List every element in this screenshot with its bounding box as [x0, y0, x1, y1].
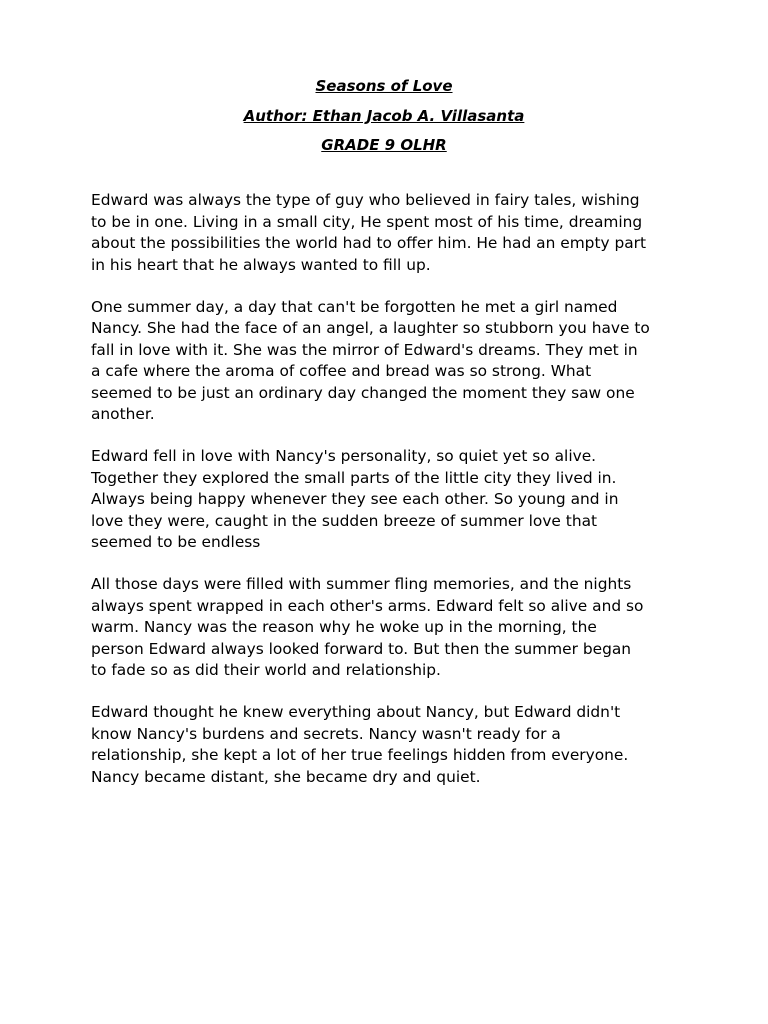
document-heading	[0, 72, 768, 161]
paragraph-5: Edward thought he knew everything about Nancy, but Edward didn't know Nancy's burdens and secrets. Nancy wasn't ready for a relationship, she kept a lot of her true feelings hidden from everyone. Nancy became distant, she became dry and quiet.	[91, 703, 629, 786]
paragraph-1: Edward was always the type of guy who believed in fairy tales, wishing to be in one. Living in a small city, He spent most of his time, dreaming about the possibilities the world had to offer him. He had an empty part in his heart that he always wanted to fill up.	[91, 191, 647, 274]
story-title: Seasons of Love	[315, 77, 453, 95]
story-body	[91, 190, 691, 809]
story-author: Author: Ethan Jacob A. Villasanta	[243, 106, 525, 125]
paragraph-2: One summer day, a day that can't be forgotten he met a girl named Nancy. She had the face of an angel, a laughter so stubborn you have to fall in love with it. She was the mirror of Edward's dreams. They met in a cafe where the aroma of coffee and bread was so strong. What seemed to be just an ordinary day changed the moment they saw one another.	[91, 297, 650, 423]
paragraph-3: Edward fell in love with Nancy's personality, so quiet yet so alive. Together they explored the small parts of the little city they lived in. Always being happy whenever they see each other. So young and in love they were, caught in the sudden breeze of summer love that seemed to be endless	[91, 447, 619, 551]
paragraph-4: All those days were filled with summer fling memories, and the nights always spent wrapped in each other's arms. Edward felt so alive and so warm. Nancy was the reason why he woke up in the morning, the person Edward always looked forward to. But then the summer began to fade so as did their world and relationship.	[91, 575, 644, 679]
story-grade: GRADE 9 OLHR	[321, 136, 447, 154]
